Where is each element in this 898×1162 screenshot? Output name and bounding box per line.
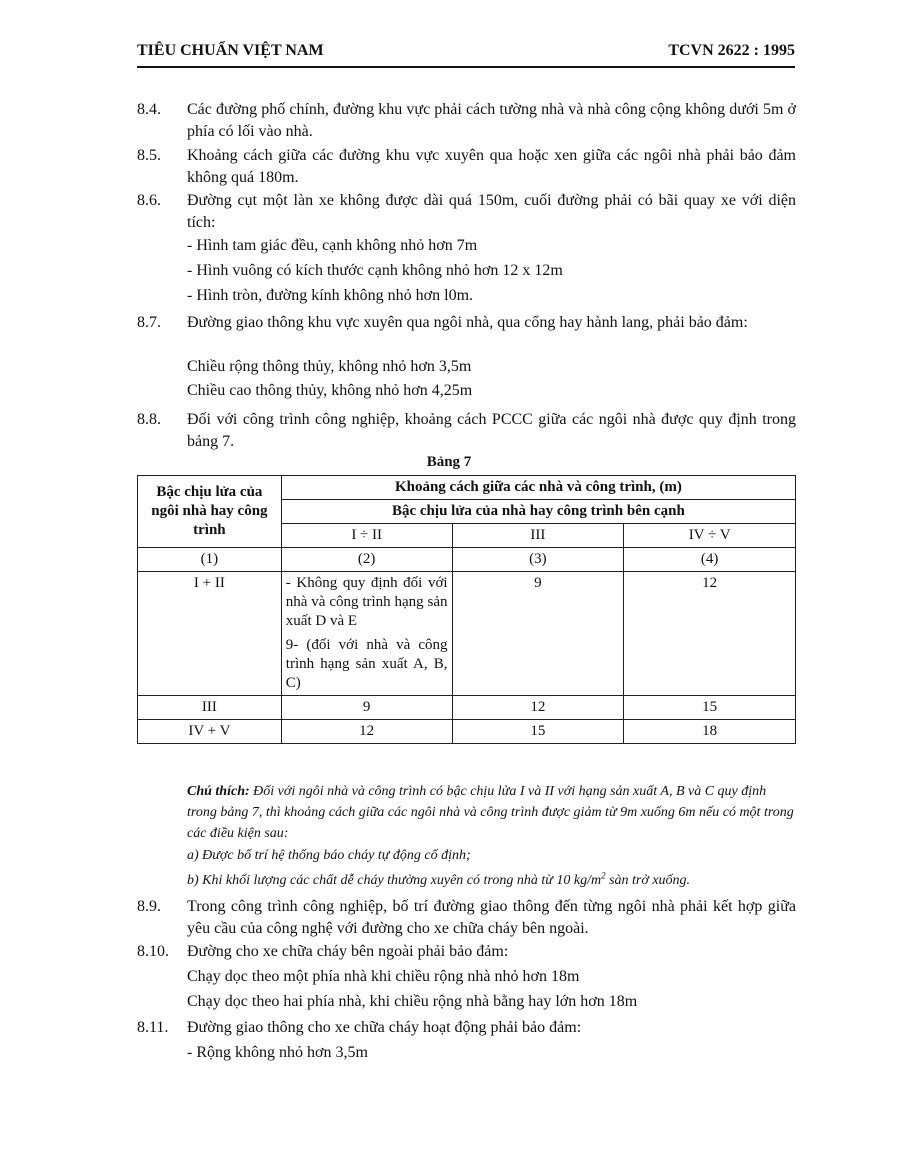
clause-number: 8.6. <box>137 192 161 209</box>
table-cell: (3) <box>452 548 624 572</box>
clause-8-5 <box>137 145 796 189</box>
note-condition-b <box>187 870 796 891</box>
clause-text: Đường cụt một làn xe không được dài quá 150m, cuối đường phải có bãi quay xe với diện tích: <box>187 192 796 231</box>
clause-8-11 <box>137 1017 796 1039</box>
clause-8-6 <box>137 190 796 234</box>
table-col-header: IV ÷ V <box>624 524 796 548</box>
clause-text: Đường giao thông cho xe chữa cháy hoạt động phải bảo đảm: <box>187 1019 582 1036</box>
table-cell: 12 <box>281 720 452 744</box>
table-title: Bảng 7 <box>426 454 472 470</box>
list-item: Chạy dọc theo một phía nhà khi chiều rộng nhà nhỏ hơn 18m <box>187 968 580 985</box>
table-cell: 9 <box>281 696 452 720</box>
table-7 <box>137 475 796 744</box>
table-cell: 9 <box>452 572 624 696</box>
list-item: - Hình tròn, đường kính không nhỏ hơn l0m. <box>187 287 474 304</box>
clause-number: 8.9. <box>137 898 161 915</box>
cell-paragraph: 9- (đối với nhà và công trình hạng sản xuất A, B, C) <box>285 637 448 691</box>
table-cell: I + II <box>138 572 282 696</box>
header-standard-name: TIÊU CHUẨN VIỆT NAM <box>137 42 324 59</box>
table-cell: 18 <box>624 720 796 744</box>
clause-number: 8.10. <box>137 943 169 960</box>
clause-number: 8.7. <box>137 314 161 331</box>
note-condition-a: a) Được bố trí hệ thống báo cháy tự động cố định; <box>187 848 471 863</box>
table-cell: 12 <box>624 572 796 696</box>
table-cell: 15 <box>452 720 624 744</box>
note-label: Chú thích: <box>187 784 250 799</box>
clause-8-7 <box>137 312 796 334</box>
note-condition-b-tail: sàn trở xuống. <box>605 873 691 888</box>
clause-8-4 <box>137 99 796 143</box>
table-row <box>138 720 796 744</box>
clause-text: Đường giao thông khu vực xuyên qua ngôi nhà, qua cổng hay hành lang, phải bảo đảm: <box>187 314 748 331</box>
table-cell <box>281 572 452 696</box>
table-row <box>138 572 796 696</box>
table-cell: IV + V <box>138 720 282 744</box>
clause-8-9 <box>137 896 796 940</box>
table-row <box>138 548 796 572</box>
note-paragraph <box>187 781 796 844</box>
clause-number: 8.4. <box>137 101 161 118</box>
clause-number: 8.8. <box>137 411 161 428</box>
note-text: Đối với ngôi nhà và công trình có bậc chịu lửa I và II với hạng sản xuất A, B và C quy định trong bảng 7, thì khoảng cách giữa các ngôi nhà và công trình được giảm từ 9m xuống 6m nếu có một trong các điều kiện sau: <box>187 784 794 841</box>
clause-text: Trong công trình công nghiệp, bố trí đường giao thông đến từng ngôi nhà phải kết hợp giữa yêu cầu của công nghệ với đường cho xe chữa cháy bên ngoài. <box>187 898 796 937</box>
clause-text: Khoảng cách giữa các đường khu vực xuyên qua hoặc xen giữa các ngôi nhà phải bảo đảm không quá 180m. <box>187 147 796 186</box>
table-cell: (1) <box>138 548 282 572</box>
clause-number: 8.5. <box>137 147 161 164</box>
superscript: 2 <box>601 870 606 881</box>
table-row <box>138 696 796 720</box>
cell-paragraph: - Không quy định đối với nhà và công trình hạng sản xuất D và E <box>285 575 448 629</box>
table-col-header: I ÷ II <box>281 524 452 548</box>
clause-8-8 <box>137 409 796 453</box>
clause-text: Các đường phố chính, đường khu vực phải cách tường nhà và nhà công cộng không dưới 5m ở phía có lối vào nhà. <box>187 101 796 140</box>
list-item: - Rộng không nhỏ hơn 3,5m <box>187 1044 368 1061</box>
clause-number: 8.11. <box>137 1019 169 1036</box>
table-cell: (2) <box>281 548 452 572</box>
list-item: Chiều cao thông thủy, không nhỏ hơn 4,25m <box>187 382 473 399</box>
table-cell: 15 <box>624 696 796 720</box>
clause-8-10 <box>137 941 796 963</box>
list-item: Chiều rộng thông thủy, không nhỏ hơn 3,5m <box>187 358 472 375</box>
clause-text: Đường cho xe chữa cháy bên ngoài phải bảo đảm: <box>187 943 509 960</box>
note-condition-b-text: b) Khi khối lượng các chất dễ cháy thường xuyên có trong nhà từ 10 kg/m <box>187 873 602 888</box>
list-item: - Hình tam giác đều, cạnh không nhỏ hơn 7m <box>187 237 478 254</box>
table-header-left: Bậc chịu lửa của ngôi nhà hay công trình <box>138 476 282 548</box>
table-cell: III <box>138 696 282 720</box>
table-cell: 12 <box>452 696 624 720</box>
list-item: Chạy dọc theo hai phía nhà, khi chiều rộng nhà bằng hay lớn hơn 18m <box>187 993 638 1010</box>
clause-text: Đối với công trình công nghiệp, khoảng cách PCCC giữa các ngôi nhà được quy định trong bảng 7. <box>187 411 796 450</box>
table-cell: (4) <box>624 548 796 572</box>
list-item: - Hình vuông có kích thước cạnh không nhỏ hơn 12 x 12m <box>187 262 563 279</box>
page-header <box>137 40 795 68</box>
header-standard-code: TCVN 2622 : 1995 <box>668 42 795 59</box>
table-header-top: Khoảng cách giữa các nhà và công trình, (m) <box>281 476 795 500</box>
table-header-sub: Bậc chịu lửa của nhà hay công trình bên cạnh <box>281 500 795 524</box>
table-col-header: III <box>452 524 624 548</box>
